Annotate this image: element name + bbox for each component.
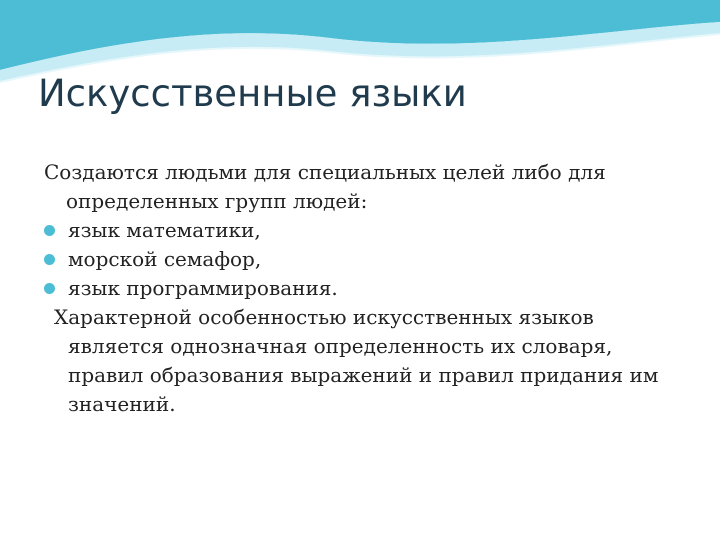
- slide-title: Искусственные языки: [38, 72, 467, 115]
- bullet-list: [44, 216, 694, 303]
- list-item: [44, 274, 694, 303]
- intro-paragraph: Создаются людьми для специальных целей либо для определенных групп людей:: [44, 160, 606, 213]
- list-item: [44, 245, 694, 274]
- bullet-dot-icon: [44, 225, 55, 236]
- bullet-dot-icon: [44, 283, 55, 294]
- bullet-text: язык математики,: [68, 218, 261, 242]
- list-item: [44, 216, 694, 245]
- bullet-dot-icon: [44, 254, 55, 265]
- conclusion-paragraph: Характерной особенностью искусственных языков является однозначная определенность их словаря, правил образования выражений и правил придания им значений.: [54, 305, 659, 416]
- bullet-text: язык программирования.: [68, 276, 338, 300]
- slide-body: [44, 158, 694, 419]
- bullet-text: морской семафор,: [68, 247, 262, 271]
